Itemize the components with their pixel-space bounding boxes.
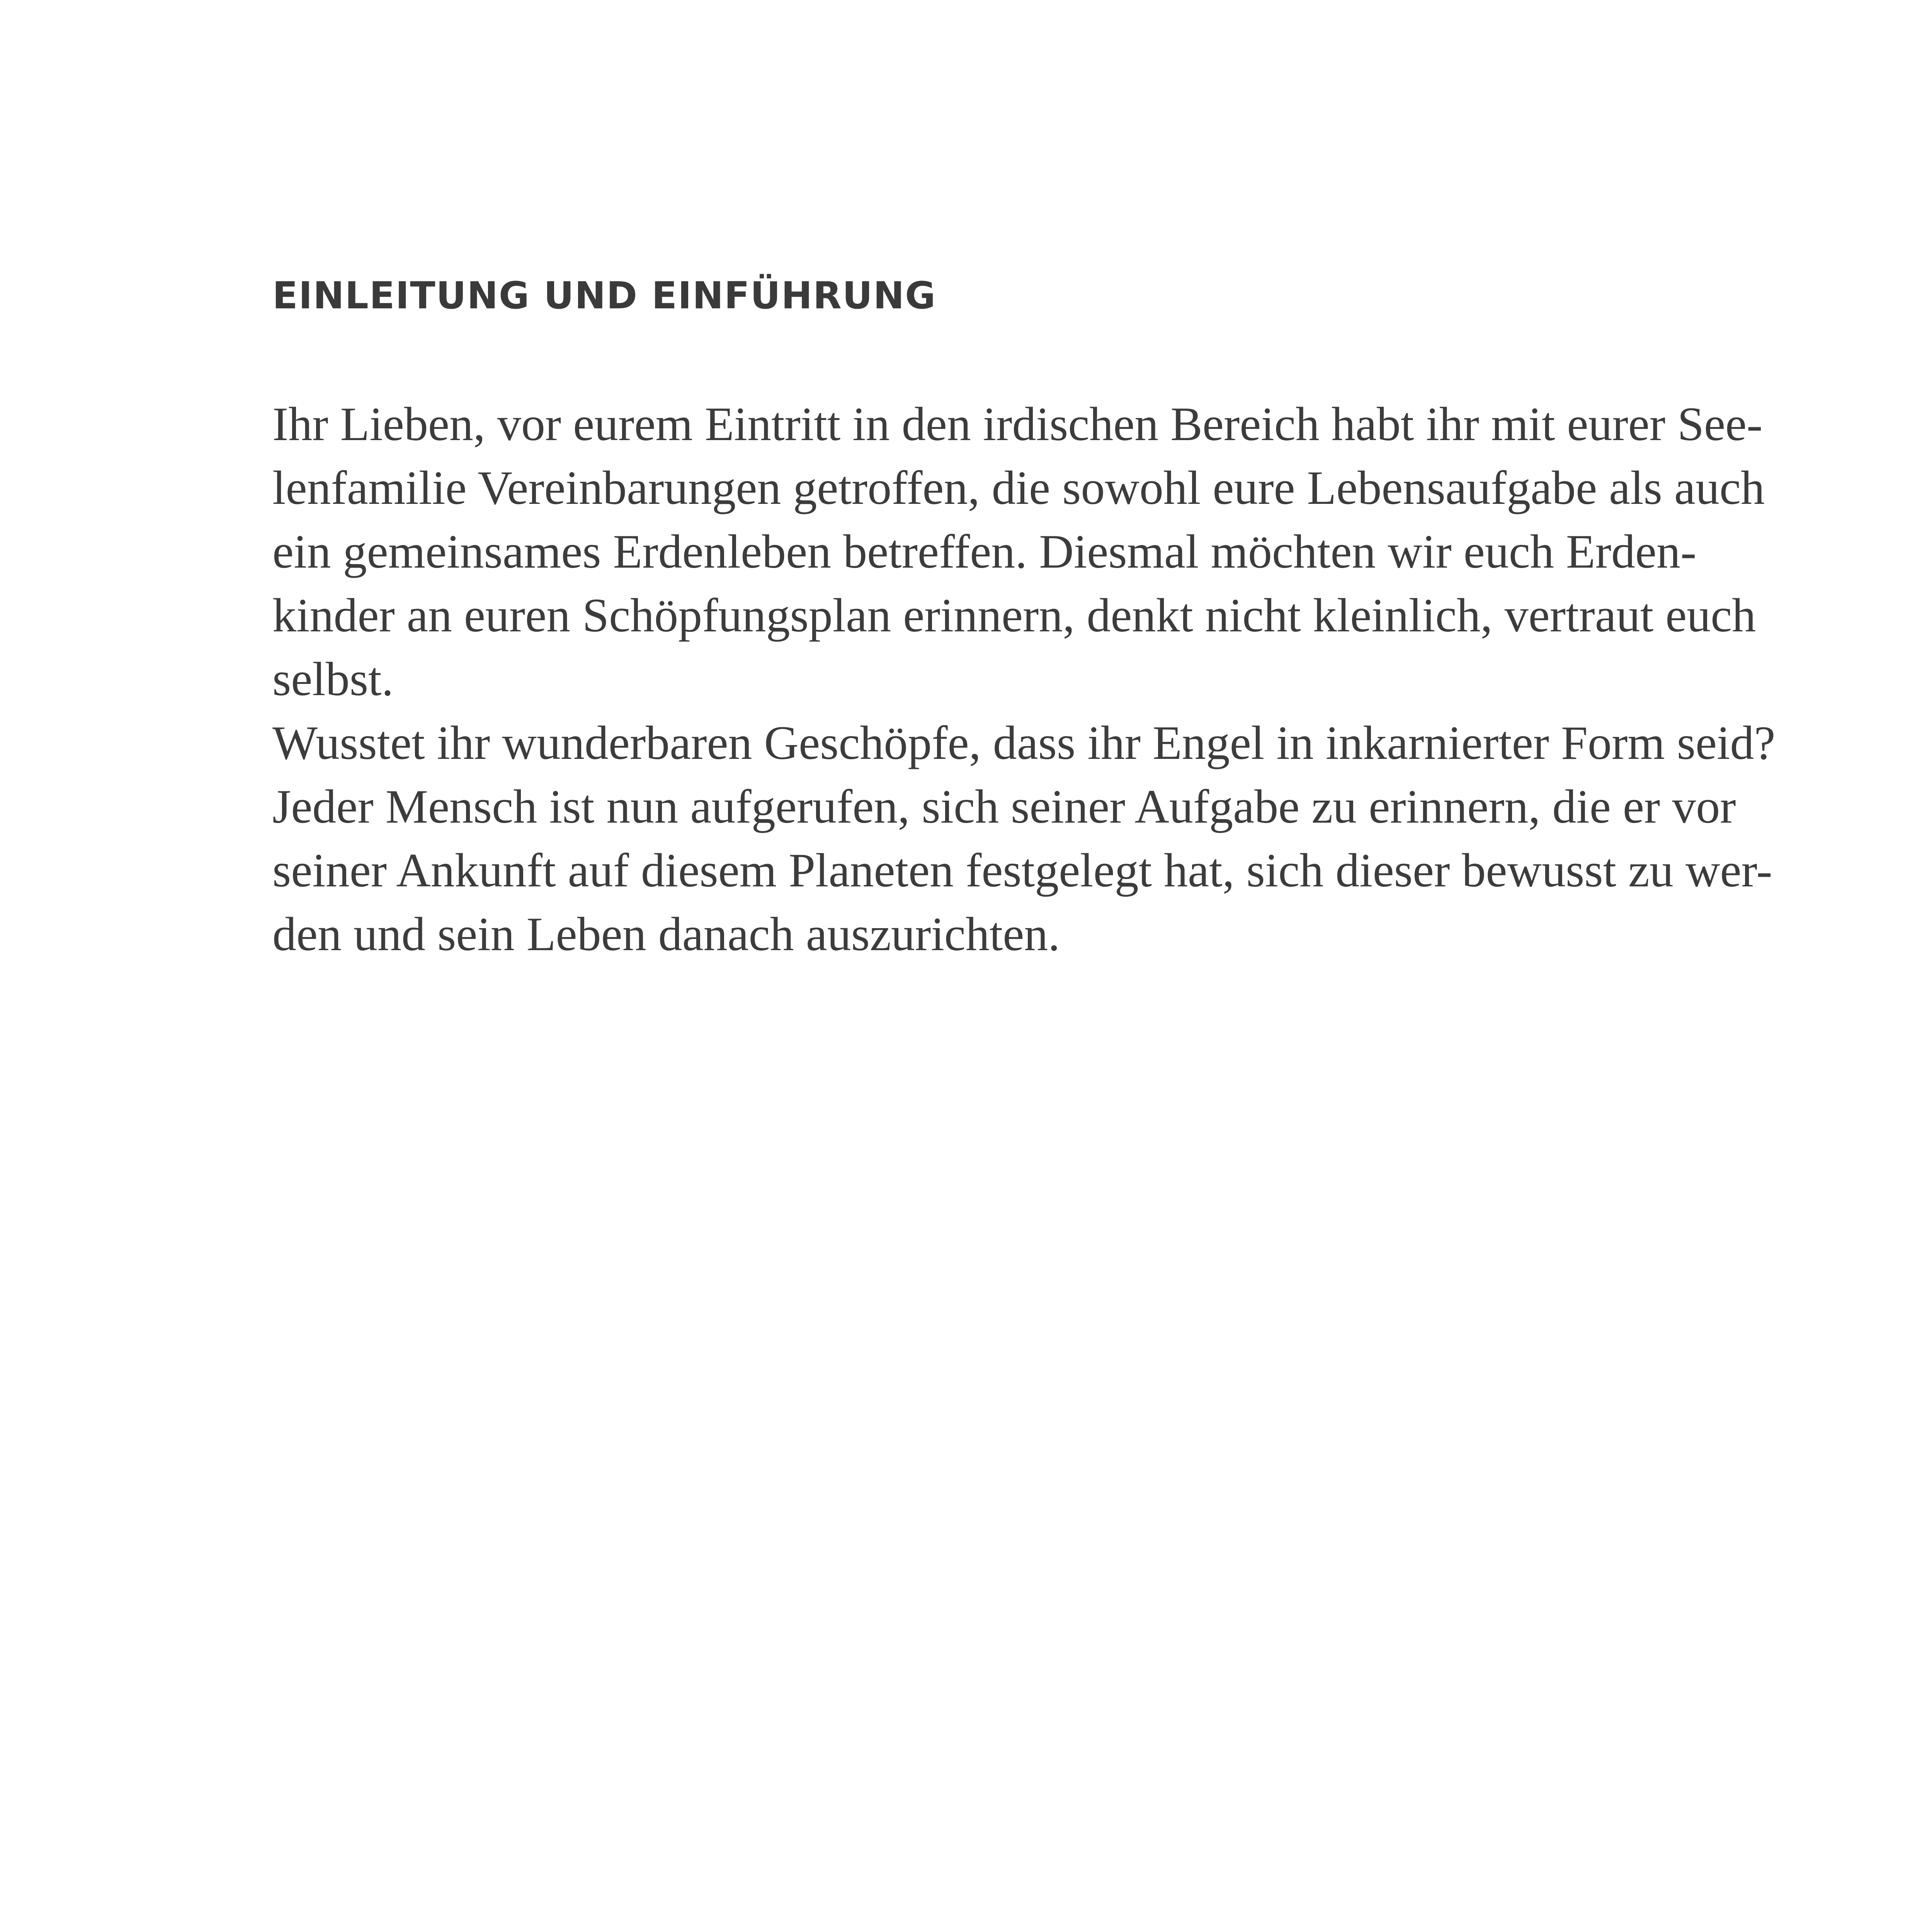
body-line: kinder an euren Schöpfungsplan erinnern, denkt nicht kleinlich, vertraut euch: [272, 589, 1756, 642]
body-line: seiner Ankunft auf diesem Planeten festgelegt hat, sich dieser bewusst zu wer-: [272, 844, 1772, 897]
body-line: Ihr Lieben, vor eurem Eintritt in den irdischen Bereich habt ihr mit eurer See-: [272, 398, 1763, 451]
body-paragraph: [272, 392, 1776, 966]
body-line: Wusstet ihr wunderbaren Geschöpfe, dass ihr Engel in inkarnierter Form seid?: [272, 716, 1776, 769]
body-line: den und sein Leben danach auszurichten.: [272, 908, 1060, 961]
body-line: Jeder Mensch ist nun aufgerufen, sich seiner Aufgabe zu erinnern, die er vor: [272, 780, 1736, 833]
chapter-heading: EINLEITUNG UND EINFÜHRUNG: [272, 274, 937, 317]
body-line: selbst.: [272, 653, 394, 706]
body-line: ein gemeinsames Erdenleben betreffen. Diesmal möchten wir euch Erden-: [272, 525, 1697, 578]
body-line: lenfamilie Vereinbarungen getroffen, die sowohl eure Lebensaufgabe als auch: [272, 461, 1765, 514]
